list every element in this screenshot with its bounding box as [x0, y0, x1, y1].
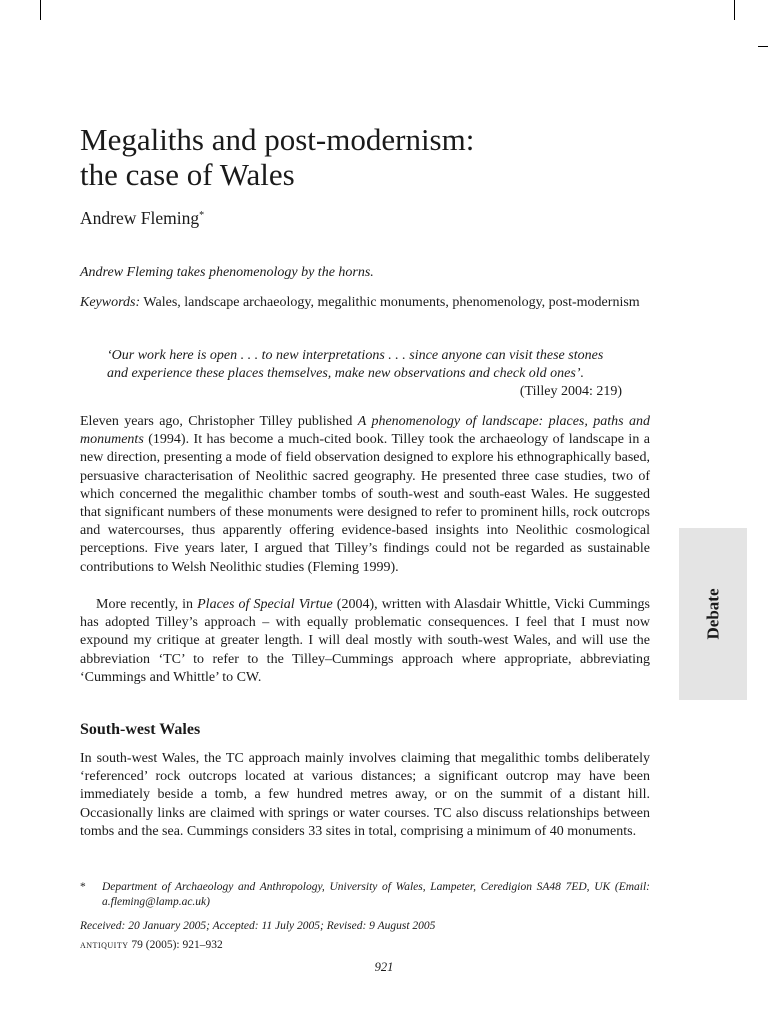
epigraph-quote: ‘Our work here is open . . . to new interpretations . . . since anyone can visit these stones and experience these places themselves, make new observations and check old ones’. — [107, 348, 604, 382]
keywords — [80, 294, 650, 312]
crop-mark-right-edge — [758, 46, 768, 47]
side-tab-label-wrapper — [679, 528, 747, 700]
side-tab-label: Debate — [702, 588, 722, 640]
paragraph-1-start: Eleven years ago, Christopher Tilley published — [80, 414, 358, 429]
section-side-tab — [679, 528, 747, 700]
page-number: 921 — [374, 960, 394, 974]
book-title-places: Places of Special Virtue — [197, 597, 333, 612]
journal-citation — [80, 938, 223, 952]
article-title — [80, 122, 660, 192]
received-dates: Received: 20 January 2005; Accepted: 11 July 2005; Revised: 9 August 2005 — [80, 920, 436, 932]
journal-details: 79 (2005): 921–932 — [128, 939, 223, 951]
paragraph-2 — [80, 596, 650, 687]
footnote-mark: * — [80, 881, 86, 893]
author-name — [80, 205, 204, 229]
author-footnote-mark: * — [199, 210, 205, 221]
paragraph-2-start: More recently, in — [96, 597, 198, 612]
journal-name: antiquity — [80, 939, 129, 951]
keywords-label: Keywords: — [80, 295, 141, 310]
paragraph-3: In south-west Wales, the TC approach mainly involves claiming that megalithic tombs deliberately ‘referenced’ rock outcrops located at various distances; a significant outcrop may have been immediately beside a tomb, a few hundred metres away, or on the summit of a distant hill. Occasionally links are claimed with springs or water courses. TC also discuss relationships between tombs and the sea. Cummings considers 33 sites in total, comprising a minimum of 40 monuments. — [80, 751, 650, 839]
crop-mark-top-left — [40, 0, 41, 20]
keywords-list: Wales, landscape archaeology, megalithic monuments, phenomenology, post-modernism — [140, 295, 640, 310]
paragraph-2-rest: (2004), written with Alasdair Whittle, Vicki Cummings has adopted Tilley’s approach – with equally problematic consequences. I feel that I must now expound my critique at greater length. I will deal mostly with south-west Wales, and will use the abbreviation ‘TC’ to refer to the Tilley–Cummings approach where appropriate, abbreviating ‘Cummings and Whittle’ to CW. — [80, 597, 650, 685]
book-title-phenomenology: A phenomenology of landscape: places, paths and monuments — [80, 414, 650, 448]
author-label: Andrew Fleming — [80, 208, 200, 228]
footnote — [80, 880, 650, 909]
paragraph-1-rest: (1994). It has become a much-cited book. Tilley took the archaeology of landscape in a new direction, presenting a mode of field observation designed to explore his ethnographically based, persuasive characterisation of Neolithic sacred geography. He presented three case studies, two of which concerned the megalithic chamber tombs of south-west and south-east Wales. He suggested that significant numbers of these monuments were designed to refer to prominent hills, rock outcrops and watercourses, thus apparently offering evidence-based insights into Neolithic cosmological perceptions. Five years later, I argued that Tilley’s findings could not be regarded as sustainable contributions to Welsh Neolithic studies (Fleming 1999). — [80, 432, 650, 575]
footnote-text: Department of Archaeology and Anthropology, University of Wales, Lampeter, Ceredigion SA48 7ED, UK (Email: a.fleming@lamp.ac.uk) — [102, 881, 650, 908]
section-heading-south-west-wales: South-west Wales — [80, 721, 201, 738]
paragraph-1 — [80, 413, 650, 577]
crop-mark-top-right — [734, 0, 735, 20]
article-tagline: Andrew Fleming takes phenomenology by the horns. — [80, 265, 374, 280]
title-line-1: Megaliths and post-modernism: — [80, 122, 475, 157]
epigraph-citation: (Tilley 2004: 219) — [519, 384, 622, 399]
title-line-2: the case of Wales — [80, 157, 295, 192]
